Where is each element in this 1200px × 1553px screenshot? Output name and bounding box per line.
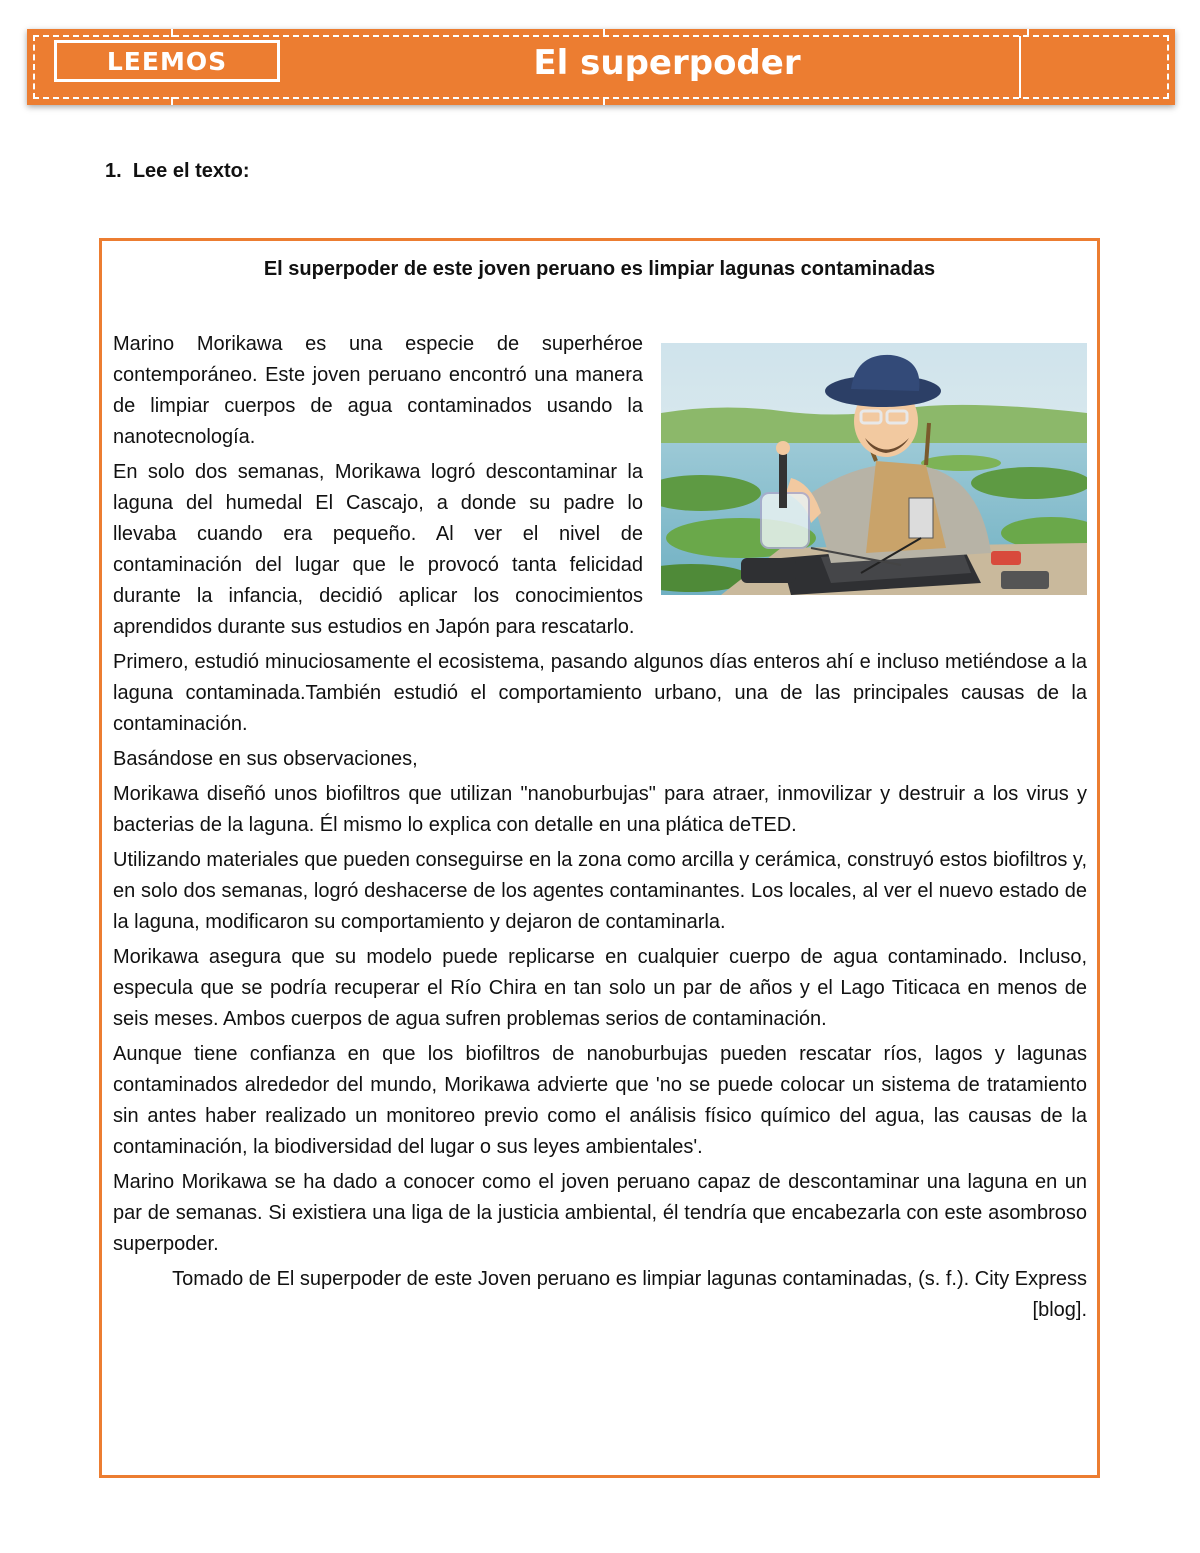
section-label: LEEMOS bbox=[106, 46, 228, 76]
banner-tick bbox=[603, 29, 605, 37]
paragraph: Marino Morikawa es una especie de superhéroe contemporáneo. Este joven peruano encontró una manera de limpiar cuerpos de agua contaminados usando la nanotecnología. bbox=[113, 333, 643, 448]
page-title: El superpoder bbox=[533, 43, 801, 83]
instruction-text: Lee el texto: bbox=[132, 160, 250, 182]
instruction-number: 1. bbox=[105, 160, 122, 182]
paragraph: Utilizando materiales que pueden conseguirse en la zona como arcilla y cerámica, construyó estos biofiltros y, en solo dos semanas, logró deshacerse de los agentes contaminantes. Los locales, al ver el nuevo estado de la laguna, modificaron su comportamiento y dejaron de contaminarla. bbox=[113, 849, 1087, 933]
paragraph: Morikawa asegura que su modelo puede replicarse en cualquier cuerpo de agua contaminado. Incluso, especula que se podría recuperar el Río Chira en tan solo un par de años y el Lago Titicaca en menos de seis meses. Ambos cuerpos de agua sufren problemas serios de contaminación. bbox=[113, 946, 1087, 1030]
paragraph: Primero, estudió minuciosamente el ecosistema, pasando algunos días enteros ahí e incluso metiéndose a la laguna contaminada.También estudió el comportamiento urbano, una de las principales causas de la contaminación. bbox=[113, 651, 1087, 735]
paragraph: Aunque tiene confianza en que los biofiltros de nanoburbujas pueden rescatar ríos, lagos y lagunas contaminados alrededor del mundo, Morikawa advierte que 'no se puede colocar un sistema de tratamiento sin antes haber realizado un monitoreo previo como el análisis físico químico del agua, las causas de la contaminación, la biodiversidad del lugar o sus leyes ambientales'. bbox=[113, 1043, 1087, 1158]
article-title: El superpoder de este joven peruano es limpiar lagunas contaminadas bbox=[263, 258, 936, 280]
instruction bbox=[105, 160, 250, 183]
banner-tick bbox=[603, 97, 605, 105]
banner-right-box bbox=[1019, 36, 1163, 98]
paragraph: Marino Morikawa se ha dado a conocer como el joven peruano capaz de descontaminar una laguna en un par de semanas. Si existiera una liga de la justicia ambiental, él tendría que encabezarla con este asombroso superpoder. bbox=[113, 1171, 1087, 1255]
header-banner bbox=[27, 29, 1175, 105]
paragraph: Morikawa diseñó unos biofiltros que utilizan "nanoburbujas" para atraer, inmovilizar y destruir a los virus y bacterias de la laguna. Él mismo lo explica con detalle en una plática deTED. bbox=[113, 783, 1087, 836]
banner-tick bbox=[171, 29, 173, 37]
scientist-illustration-icon bbox=[661, 343, 1087, 595]
section-label-box bbox=[54, 40, 280, 82]
citation: Tomado de El superpoder de este Joven peruano es limpiar lagunas contaminadas, (s. f.). City Express [blog]. bbox=[172, 1268, 1087, 1321]
article-frame bbox=[99, 238, 1100, 1478]
article-body bbox=[113, 329, 1087, 1330]
banner-tick bbox=[171, 97, 173, 105]
paragraph: En solo dos semanas, Morikawa logró descontaminar la laguna del humedal El Cascajo, a donde su padre lo llevaba cuando era pequeño. Al ver el nivel de contaminación del lugar que le provocó tanta felicidad durante la infancia, decidió aplicar los conocimientos aprendidos durante sus estudios en Japón para rescatarlo. bbox=[113, 461, 643, 638]
paragraph: Basándose en sus observaciones, bbox=[113, 748, 418, 770]
